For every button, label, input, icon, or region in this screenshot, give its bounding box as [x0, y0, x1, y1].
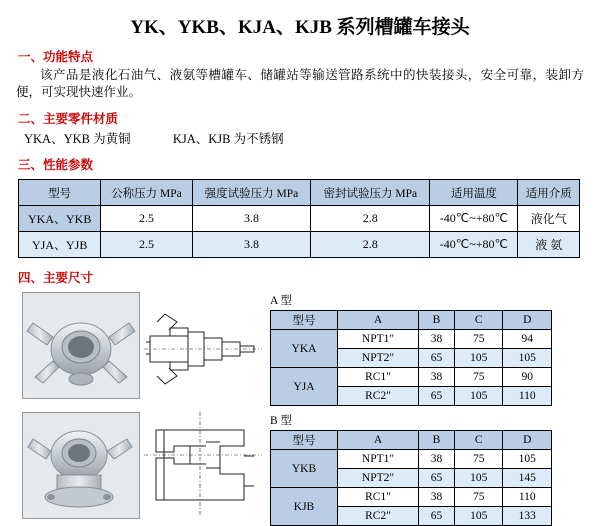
col-b: B: [419, 431, 455, 450]
cell-b: 38: [419, 488, 455, 507]
cell-model: YJA: [271, 368, 338, 406]
cell-d: 133: [503, 507, 552, 526]
col-b: B: [419, 311, 455, 330]
cell-model: YKA、YKB: [19, 206, 101, 232]
dimension-table-b-label: B 型: [270, 415, 293, 427]
cell-b: 38: [419, 368, 455, 387]
cell-b: 38: [419, 330, 455, 349]
cell-nominal-pressure: 2.5: [101, 232, 192, 258]
cell-seal-pressure: 2.8: [311, 206, 430, 232]
cell-temperature: -40℃~+80℃: [430, 206, 518, 232]
cell-a: NPT1": [338, 450, 419, 469]
cell-d: 145: [503, 469, 552, 488]
col-model: 型号: [271, 311, 338, 330]
materials-stainless: KJA、KJB 为不锈钢: [172, 132, 284, 146]
cell-d: 110: [503, 387, 552, 406]
table-row: [271, 330, 552, 349]
cell-model: KJB: [271, 488, 338, 526]
col-d: D: [503, 431, 552, 450]
performance-table: [18, 179, 580, 258]
col-seal-pressure: 密封试验压力 MPa: [311, 180, 430, 206]
cell-b: 65: [419, 387, 455, 406]
dimension-table-b-wrap: [270, 412, 552, 526]
cell-medium: 液化气: [518, 206, 580, 232]
section-heading-dimensions: 四、主要尺寸: [18, 271, 94, 285]
section-heading-features: 一、功能特点: [18, 50, 94, 64]
cell-c: 75: [454, 488, 503, 507]
cell-a: RC1": [338, 488, 419, 507]
cell-c: 105: [454, 349, 503, 368]
cell-medium: 液 氨: [518, 232, 580, 258]
table-row: [271, 450, 552, 469]
coupling-drawing-b: [144, 412, 262, 517]
cell-c: 105: [454, 469, 503, 488]
cell-a: NPT2": [338, 349, 419, 368]
features-paragraph: 该产品是液化石油气、液氨等槽罐车、储罐站等输送管路系统中的快装接头，安全可靠，装卸方便，可实现快速作业。: [16, 68, 584, 99]
cell-d: 94: [503, 330, 552, 349]
dimension-table-a: [270, 310, 552, 406]
cell-c: 105: [454, 387, 503, 406]
table-header-row: [271, 431, 552, 450]
cell-a: NPT2": [338, 469, 419, 488]
materials-line: [24, 129, 600, 147]
cell-strength-pressure: 3.8: [192, 206, 311, 232]
page-title: YK、YKB、KJA、KJB 系列槽罐车接头: [130, 17, 470, 38]
table-header-row: [271, 311, 552, 330]
dimension-table-a-wrap: [270, 292, 552, 406]
col-strength-pressure: 强度试验压力 MPa: [192, 180, 311, 206]
cell-nominal-pressure: 2.5: [101, 206, 192, 232]
cell-a: NPT1": [338, 330, 419, 349]
cell-a: RC2": [338, 387, 419, 406]
col-c: C: [454, 431, 503, 450]
col-model: 型号: [19, 180, 101, 206]
coupling-photo-a: [22, 292, 140, 399]
cell-c: 105: [454, 507, 503, 526]
cell-a: RC2": [338, 507, 419, 526]
cell-b: 65: [419, 349, 455, 368]
section-heading-performance: 三、性能参数: [18, 158, 94, 172]
dimension-block-b: [22, 412, 600, 526]
cell-d: 110: [503, 488, 552, 507]
col-medium: 适用介质: [518, 180, 580, 206]
col-c: C: [454, 311, 503, 330]
section-heading-materials: 二、主要零件材质: [18, 112, 119, 126]
cell-b: 65: [419, 507, 455, 526]
dimension-blocks: [0, 292, 600, 526]
cell-b: 38: [419, 450, 455, 469]
col-nominal-pressure: 公称压力 MPa: [101, 180, 192, 206]
cell-d: 90: [503, 368, 552, 387]
col-d: D: [503, 311, 552, 330]
table-row: [19, 206, 580, 232]
table-row: [19, 232, 580, 258]
dimension-table-b: [270, 430, 552, 526]
cell-seal-pressure: 2.8: [311, 232, 430, 258]
col-a: A: [338, 311, 419, 330]
cell-a: RC1": [338, 368, 419, 387]
cell-b: 65: [419, 469, 455, 488]
table-header-row: [19, 180, 580, 206]
col-temperature: 适用温度: [430, 180, 518, 206]
materials-brass: YKA、YKB 为黄铜: [24, 132, 131, 146]
cell-model: YKB: [271, 450, 338, 488]
coupling-photo-b: [22, 412, 140, 519]
col-model: 型号: [271, 431, 338, 450]
cell-strength-pressure: 3.8: [192, 232, 311, 258]
col-a: A: [338, 431, 419, 450]
cell-d: 105: [503, 450, 552, 469]
dimension-table-a-label: A 型: [270, 295, 293, 307]
table-row: [271, 368, 552, 387]
dimension-block-a: [22, 292, 600, 406]
cell-model: YKA: [271, 330, 338, 368]
cell-d: 105: [503, 349, 552, 368]
cell-c: 75: [454, 330, 503, 349]
cell-c: 75: [454, 368, 503, 387]
table-row: [271, 488, 552, 507]
cell-temperature: -40℃~+80℃: [430, 232, 518, 258]
cell-c: 75: [454, 450, 503, 469]
cell-model: YJA、YJB: [19, 232, 101, 258]
coupling-drawing-a: [144, 292, 262, 397]
